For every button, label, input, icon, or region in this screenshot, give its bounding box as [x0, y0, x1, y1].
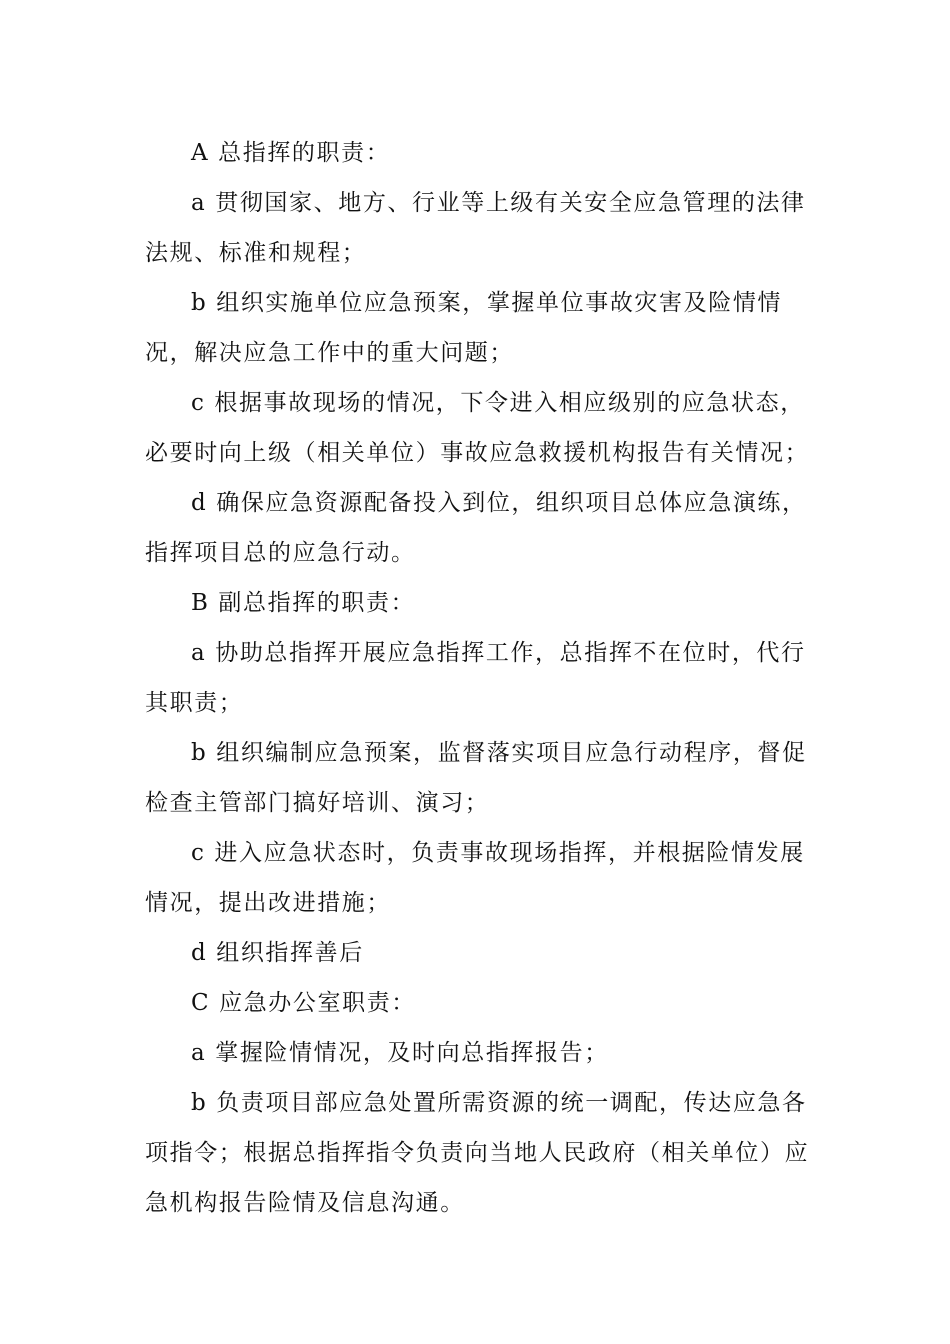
paragraph-b-item-b: b 组织编制应急预案，监督落实项目应急行动程序，督促检查主管部门搞好培训、演习； [145, 740, 807, 816]
paragraph-c-heading: C 应急办公室职责： [191, 990, 416, 1016]
paragraph-a-item-c: c 根据事故现场的情况，下令进入相应级别的应急状态，必要时向上级（相关单位）事故应急救援机构报告有关情况； [145, 390, 810, 466]
paragraph-b-item-d: d 组织指挥善后 [191, 940, 364, 966]
paragraph-a-item-b: b 组织实施单位应急预案，掌握单位事故灾害及险情情况，解决应急工作中的重大问题； [145, 290, 783, 366]
paragraph-a-item-d: d 确保应急资源配备投入到位，组织项目总体应急演练，指挥项目总的应急行动。 [145, 490, 807, 566]
paragraph-b-item-c: c 进入应急状态时，负责事故现场指挥，并根据险情发展情况，提出改进措施； [145, 840, 805, 916]
document-body [145, 128, 825, 1228]
paragraph-b-item-a: a 协助总指挥开展应急指挥工作，总指挥不在位时，代行其职责； [145, 640, 806, 716]
paragraph-c-item-b: b 负责项目部应急处置所需资源的统一调配，传达应急各项指令；根据总指挥指令负责向当地人民政府（相关单位）应急机构报告险情及信息沟通。 [145, 1090, 810, 1216]
paragraph-a-heading: A 总指挥的职责： [191, 140, 391, 166]
paragraph-a-item-a: a 贯彻国家、地方、行业等上级有关安全应急管理的法律法规、标准和规程； [145, 190, 806, 266]
paragraph-b-heading: B 副总指挥的职责： [191, 590, 416, 616]
paragraph-c-item-a: a 掌握险情情况，及时向总指挥报告； [191, 1040, 609, 1066]
